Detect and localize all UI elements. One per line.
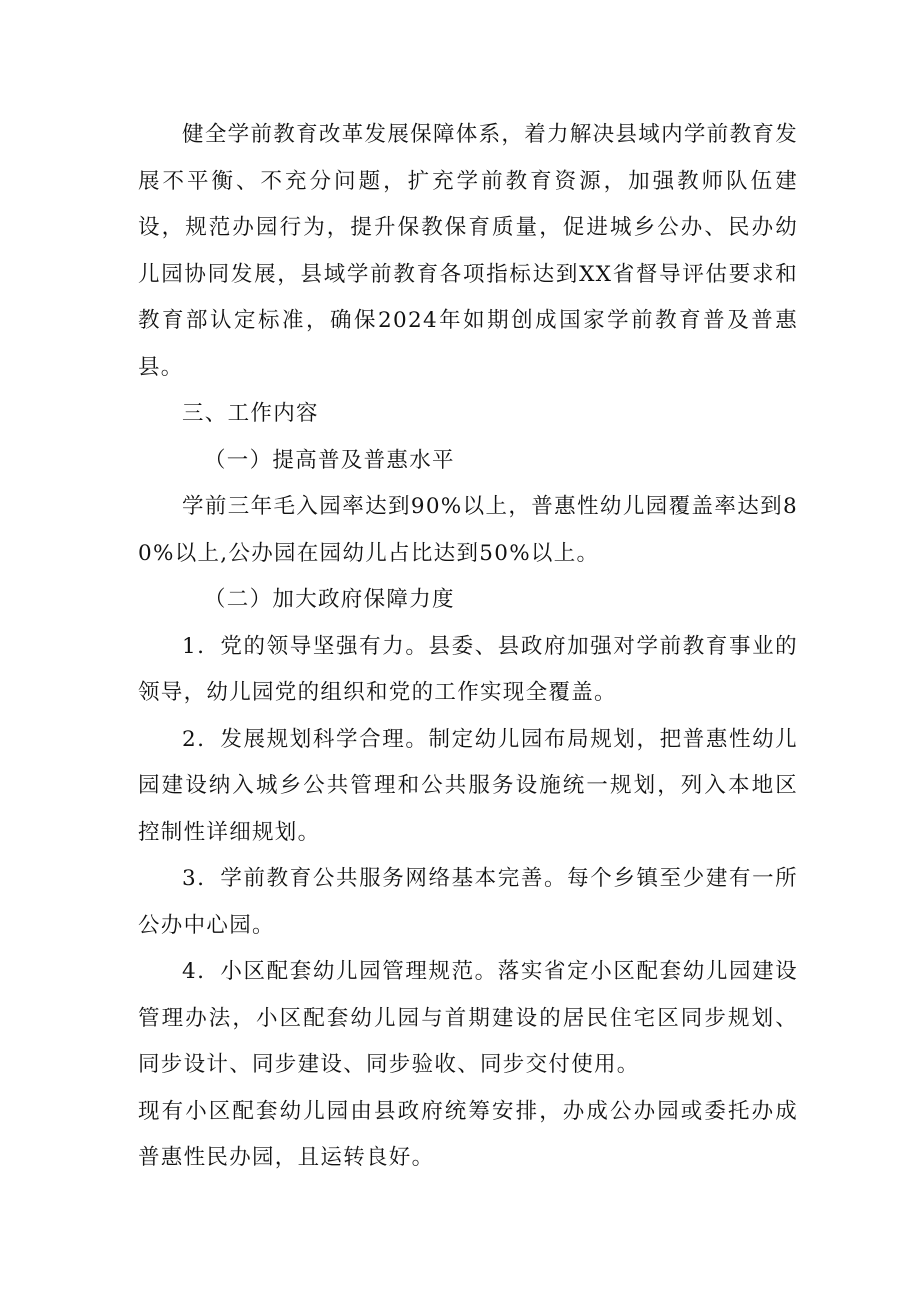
paragraph-community-kindergarten-continued: 现有小区配套幼儿园由县政府统筹安排，办成公办园或委托办成普惠性民办园，且运转良好。 [138,1098,798,1170]
list-item-service-network: 3．学前教育公共服务网络基本完善。每个乡镇至少建有一所公办中心园。 [138,866,798,938]
document-body [138,112,798,1182]
list-item-party-leadership: 1．党的领导坚强有力。县委、县政府加强对学前教育事业的领导，幼儿园党的组织和党的工作实现全覆盖。 [138,633,798,705]
subheading-government-support: （二）加大政府保障力度 [204,587,455,612]
list-item-community-kindergarten: 4．小区配套幼儿园管理规范。落实省定小区配套幼儿园建设管理办法，小区配套幼儿园与首期建设的居民住宅区同步规划、同步设计、同步建设、同步验收、同步交付使用。 [138,959,798,1077]
subheading-universal-access: （一）提高普及普惠水平 [204,447,455,473]
paragraph-enrollment-targets: 学前三年毛入园率达到90%以上，普惠性幼儿园覆盖率达到80%以上,公办园在园幼儿占比达到50%以上。 [138,494,798,566]
list-item-planning: 2．发展规划科学合理。制定幼儿园布局规划，把普惠性幼儿园建设纳入城乡公共管理和公共服务设施统一规划，列入本地区控制性详细规划。 [138,726,798,845]
paragraph-goal: 健全学前教育改革发展保障体系，着力解决县域内学前教育发展不平衡、不充分问题，扩充学前教育资源，加强教师队伍建设，规范办园行为，提升保教保育质量，促进城乡公办、民办幼儿园协同发展，县域学前教育各项指标达到XX省督导评估要求和教育部认定标准，确保2024年如期创成国家学前教育普及普惠县。 [138,122,798,380]
section-heading-work-content: 三、工作内容 [182,401,319,426]
